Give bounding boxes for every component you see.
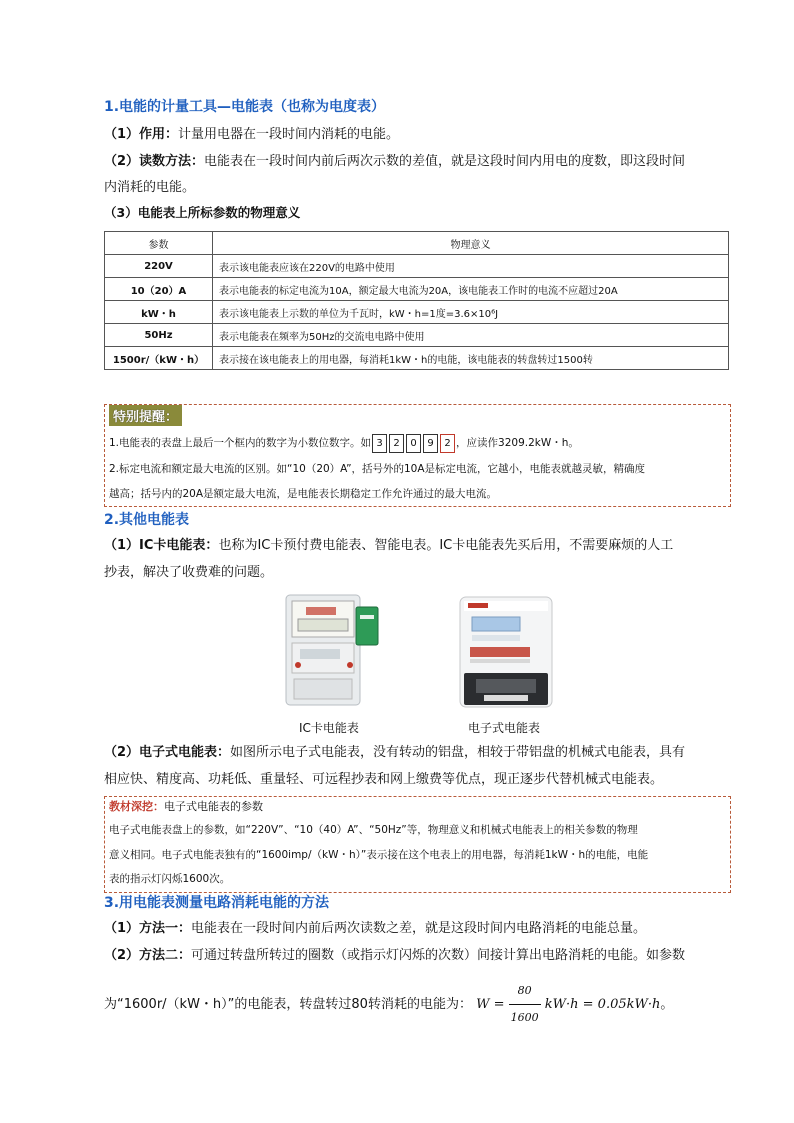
meaning-cell: 表示电能表的标定电流为10A，额定最大电流为20A，该电能表工作时的电流不应超过20A (213, 278, 729, 301)
tip-line2: 2.标定电流和额定最大电流的区别。如“10（20）A”，括号外的10A是标定电流，它越小，电能表就越灵敏，精确度 (109, 463, 646, 475)
digit-box: 2 (389, 434, 404, 453)
deep-line2: 意义相同。电子式电能表独有的“1600imp/（kW・h）”表示接在这个电表上的用电器，每消耗1kW・h的电能，电能 (109, 849, 649, 861)
label: （2）电子式电能表： (104, 745, 231, 760)
text: 为“1600r/（kW・h）”的电能表，转盘转过80转消耗的电能为： (104, 997, 472, 1012)
param-cell: 1500r/（kW・h） (105, 347, 213, 370)
param-cell: kW・h (105, 301, 213, 324)
param-cell: 10（20）A (105, 278, 213, 301)
section2-title: 2.其他电能表 (104, 512, 190, 528)
section1-para-reading (104, 149, 729, 175)
label: （1）作用： (104, 127, 179, 142)
text: 可通过转盘所转过的圈数（或指示灯闪烁的次数）间接计算出电路消耗的电能。如参数 (191, 948, 686, 963)
section2-para-electronic-cont: 相应快、精度高、功耗低、重量轻、可远程抄表和网上缴费等优点，现正逐步代替机械式电能表。 (104, 772, 664, 787)
table-row (105, 278, 729, 301)
section1-title: 1.电能的计量工具—电能表（也称为电度表） (104, 99, 386, 115)
deep-tag-text: 电子式电能表的参数 (164, 800, 263, 813)
label: （2）方法二： (104, 948, 192, 963)
label: （1）方法一： (104, 921, 192, 936)
tip-line3: 越高；括号内的20A是额定最大电流，是电能表长期稳定工作允许通过的最大电流。 (109, 488, 498, 500)
digit-display (371, 437, 456, 449)
param-cell: 220V (105, 255, 213, 278)
digit-box: 0 (406, 434, 421, 453)
formula-fraction (509, 978, 541, 1031)
text: 也称为IC卡预付费电能表、智能电表。IC卡电能表先买后用，不需要麻烦的人工 (218, 538, 674, 553)
deep-tag (109, 798, 263, 814)
section1-para-function (104, 122, 724, 148)
section2-para-electronic (104, 740, 729, 766)
ic-card-meter-image (284, 593, 384, 711)
table-row (105, 347, 729, 370)
label: （2）读数方法： (104, 154, 205, 169)
section2-para-ic (104, 533, 729, 559)
text: 电能表在一段时间内前后两次读数之差，就是这段时间内电路消耗的电能总量。 (191, 921, 647, 936)
section2-para-ic-cont: 抄表，解决了收费难的问题。 (104, 565, 274, 580)
params-table (104, 231, 729, 370)
meaning-cell: 表示电能表在频率为50Hz的交流电电路中使用 (213, 324, 729, 347)
deep-line3: 表的指示灯闪烁1600次。 (109, 873, 231, 885)
text: 如图所示电子式电能表，没有转动的铝盘，相较于带铝盘的机械式电能表，具有 (230, 745, 686, 760)
meaning-cell: 表示该电能表上示数的单位为千瓦时，kW・h=1度=3.6×10⁶J (213, 301, 729, 324)
electronic-meter-image (458, 595, 554, 709)
tip-line1-b: ，应读作3209.2kW・h。 (456, 437, 579, 449)
param-cell: 50Hz (105, 324, 213, 347)
table-row (105, 255, 729, 278)
deep-tag-red: 教材深挖： (109, 800, 164, 813)
digit-box: 2 (440, 434, 455, 453)
section1-subtitle: （3）电能表上所标参数的物理意义 (104, 205, 301, 220)
tip-tag: 特别提醒： (109, 405, 182, 426)
tip-line1-a: 1.电能表的表盘上最后一个框内的数字为小数位数字。如 (109, 437, 372, 449)
meaning-cell: 表示接在该电能表上的用电器，每消耗1kW・h的电能，该电能表的转盘转过1500转 (213, 347, 729, 370)
electronic-meter-caption: 电子式电能表 (468, 721, 541, 735)
table-header-cell: 参数 (105, 232, 213, 255)
text: 电能表在一段时间内前后两次示数的差值，就是这段时间内用电的度数，即这段时间 (204, 154, 686, 169)
table-row (105, 324, 729, 347)
table-header-cell: 物理意义 (213, 232, 729, 255)
deep-line1: 电子式电能表盘上的参数，如“220V”、“10（40）A”、“50Hz”等，物理意义和机械式电能表上的相关参数的物理 (109, 824, 638, 836)
section3-para-method2 (104, 943, 729, 969)
meaning-cell: 表示该电能表应该在220V的电路中使用 (213, 255, 729, 278)
ic-card-meter-caption: IC卡电能表 (299, 721, 359, 735)
section3-title: 3.用电能表测量电路消耗电能的方法 (104, 895, 330, 911)
digit-box: 9 (423, 434, 438, 453)
formula-lhs: W = (476, 997, 505, 1012)
formula-denominator: 1600 (510, 1011, 539, 1024)
label: （1）IC卡电能表： (104, 538, 219, 553)
table-row (105, 301, 729, 324)
tip-line1 (109, 430, 579, 456)
formula-rhs: kW·h = 0.05kW·h (544, 997, 661, 1012)
formula-end: 。 (660, 997, 674, 1012)
text: 计量用电器在一段时间内消耗的电能。 (178, 127, 400, 142)
section3-para-method1 (104, 916, 724, 942)
digit-box: 3 (372, 434, 387, 453)
table-header-row (105, 232, 729, 255)
section1-para-reading-cont: 内消耗的电能。 (104, 180, 196, 195)
formula-numerator: 80 (509, 978, 541, 1005)
section3-para-method2-cont (104, 978, 673, 1031)
